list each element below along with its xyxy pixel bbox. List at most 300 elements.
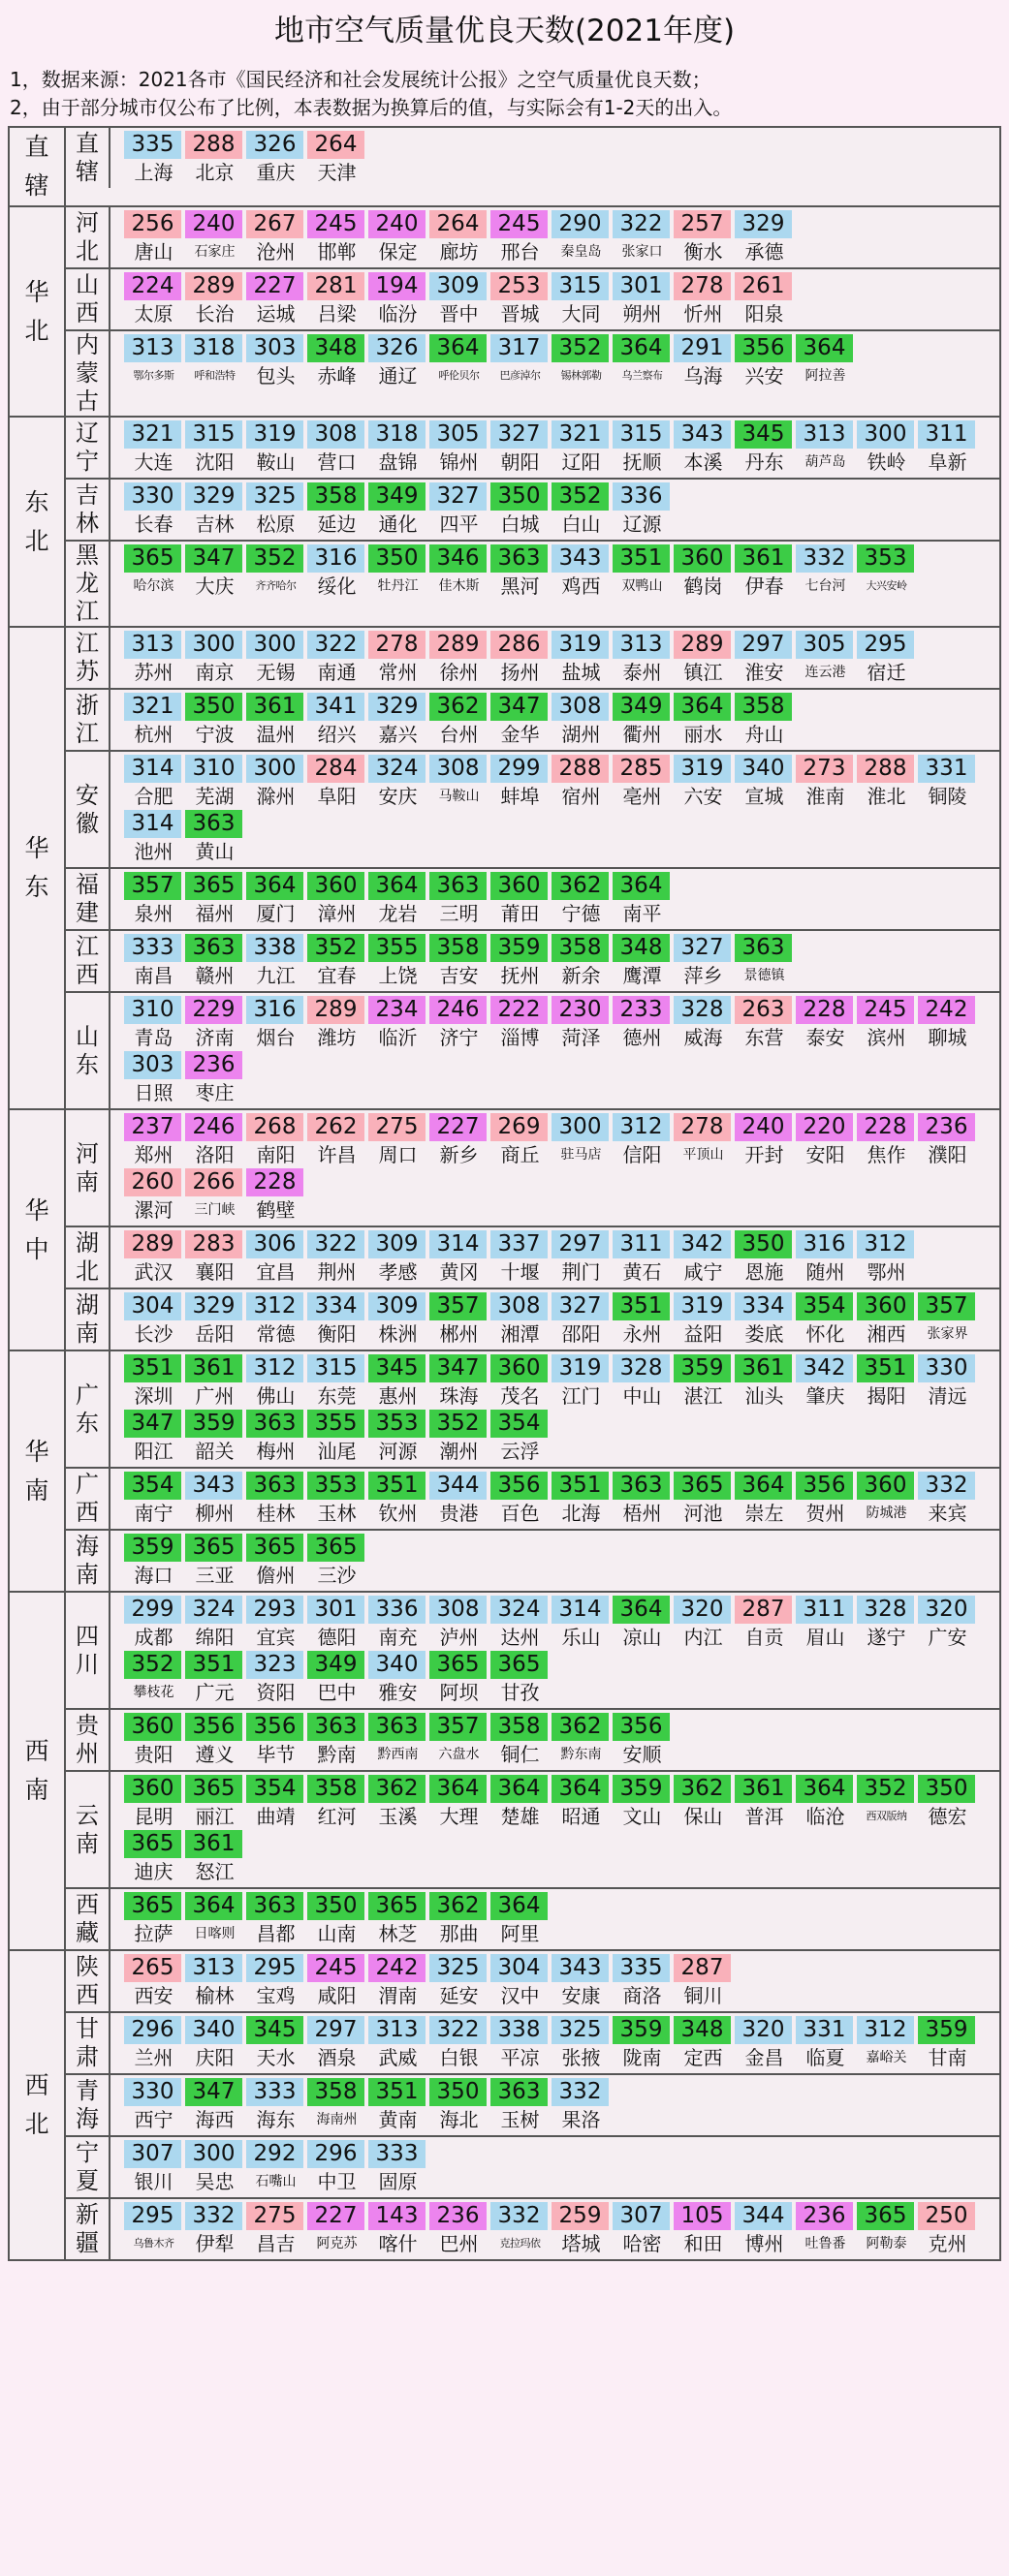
city-value: 352	[429, 1410, 487, 1438]
city-value: 350	[735, 1230, 792, 1258]
city-value: 352	[246, 544, 303, 573]
city-value: 365	[857, 2202, 914, 2230]
city-name: 黑河	[500, 574, 540, 598]
city-value: 363	[246, 1472, 303, 1500]
city-cell	[429, 1410, 489, 1465]
city-value: 364	[796, 1775, 853, 1803]
city-cell	[185, 420, 244, 476]
city-value: 314	[552, 1596, 609, 1624]
city-value: 350	[429, 2078, 487, 2106]
city-name: 榆林	[195, 1984, 235, 2007]
city-value: 237	[124, 1113, 181, 1141]
city-value: 358	[735, 693, 792, 721]
city-value: 220	[796, 1113, 853, 1141]
city-name: 贺州	[805, 1502, 845, 1525]
city-name: 朝阳	[500, 450, 540, 474]
city-value: 303	[246, 334, 303, 362]
province-row	[66, 478, 999, 540]
city-value: 359	[490, 934, 548, 962]
city-value: 319	[674, 755, 731, 783]
city-name: 南通	[317, 661, 357, 684]
city-name: 广安	[928, 1626, 967, 1649]
city-value: 358	[490, 1713, 548, 1741]
city-value: 358	[307, 482, 364, 511]
city-name: 锡林郭勒	[560, 369, 602, 382]
city-value: 306	[246, 1230, 303, 1258]
city-value: 324	[368, 755, 426, 783]
city-value: 351	[613, 544, 670, 573]
city-cell	[857, 1292, 916, 1348]
city-cell	[185, 482, 244, 538]
city-cell	[368, 755, 427, 810]
city-name: 宜春	[317, 964, 357, 987]
city-name: 鹤岗	[683, 574, 723, 598]
city-name: 汕头	[744, 1384, 784, 1408]
city-cell	[674, 544, 733, 600]
city-value: 353	[368, 1410, 426, 1438]
city-value: 295	[857, 631, 914, 659]
city-name: 深圳	[134, 1384, 173, 1408]
city-cell	[735, 934, 794, 989]
city-name: 南昌	[134, 964, 173, 987]
city-cell	[124, 1775, 183, 1830]
city-name: 渭南	[378, 1984, 418, 2007]
city-cell	[368, 482, 427, 538]
city-value: 313	[124, 631, 181, 659]
city-cell	[613, 1596, 672, 1651]
city-cell	[124, 631, 183, 686]
city-value: 305	[796, 631, 853, 659]
province-name: 河 北	[66, 207, 110, 267]
city-name: 内江	[683, 1626, 723, 1649]
city-value: 337	[490, 1230, 548, 1258]
city-value: 284	[307, 755, 364, 783]
city-cell	[429, 2202, 489, 2257]
city-value: 362	[429, 1892, 487, 1920]
city-name: 河池	[683, 1502, 723, 1525]
city-name: 晋中	[439, 302, 479, 326]
city-value: 250	[918, 2202, 975, 2230]
city-value: 289	[307, 996, 364, 1024]
city-cell	[185, 2078, 244, 2133]
city-name: 牡丹江	[377, 578, 419, 594]
city-value: 331	[918, 755, 975, 783]
city-value: 352	[552, 334, 609, 362]
city-value: 363	[307, 1713, 364, 1741]
city-cell	[613, 1713, 672, 1768]
city-value: 318	[368, 420, 426, 449]
city-cell	[490, 334, 550, 389]
city-name: 西双版纳	[866, 1810, 907, 1822]
province-row	[66, 1887, 999, 1949]
city-cell	[613, 1292, 672, 1348]
region-name: 华 南	[10, 1351, 66, 1591]
city-cell	[429, 934, 489, 989]
city-cell	[613, 272, 672, 327]
city-name: 大同	[561, 302, 601, 326]
city-value: 295	[124, 2202, 181, 2230]
city-name: 固原	[378, 2170, 418, 2193]
city-name: 长治	[195, 302, 235, 326]
city-name: 衢州	[622, 723, 662, 746]
city-value: 310	[124, 996, 181, 1024]
city-value: 362	[552, 1713, 609, 1741]
city-cell	[674, 693, 733, 748]
city-value: 288	[857, 755, 914, 783]
city-name: 文山	[622, 1805, 662, 1828]
city-cell	[857, 755, 916, 810]
city-name: 阿勒泰	[866, 2236, 907, 2251]
city-value: 328	[613, 1354, 670, 1382]
city-cell	[429, 544, 489, 600]
city-cell	[429, 631, 489, 686]
city-cell	[735, 2202, 794, 2257]
city-name: 秦皇岛	[560, 244, 602, 260]
note-line: 2，由于部分城市仅公布了比例，本表数据为换算后的值，与实际会有1-2天的出入。	[10, 96, 733, 119]
city-value: 240	[368, 210, 426, 238]
city-value: 309	[368, 1230, 426, 1258]
province-name: 湖 北	[66, 1227, 110, 1288]
city-cell	[124, 131, 183, 186]
city-value: 227	[429, 1113, 487, 1141]
city-cell	[552, 1354, 611, 1410]
city-cell	[124, 810, 183, 865]
city-name: 兴安	[744, 364, 784, 388]
city-cell	[490, 1230, 550, 1286]
city-name: 泰州	[622, 661, 662, 684]
city-name: 曲靖	[256, 1805, 296, 1828]
city-list	[110, 931, 999, 991]
city-value: 364	[613, 334, 670, 362]
city-name: 佳木斯	[438, 578, 480, 594]
city-cell	[490, 544, 550, 600]
city-name: 玉树	[500, 2108, 540, 2131]
city-name: 自贡	[744, 1626, 784, 1649]
city-value: 236	[796, 2202, 853, 2230]
city-value: 311	[796, 1596, 853, 1624]
city-cell	[796, 1230, 855, 1286]
city-value: 308	[490, 1292, 548, 1320]
city-cell	[429, 1596, 489, 1651]
province-name: 广 西	[66, 1469, 110, 1529]
city-cell	[674, 755, 733, 810]
city-cell	[368, 934, 427, 989]
city-value: 352	[124, 1651, 181, 1679]
city-name: 南平	[622, 902, 662, 925]
city-name: 楚雄	[500, 1805, 540, 1828]
city-value: 364	[185, 1892, 242, 1920]
city-name: 汉中	[500, 1984, 540, 2007]
city-value: 300	[246, 755, 303, 783]
city-name: 吕梁	[317, 302, 357, 326]
city-cell	[185, 810, 244, 865]
city-name: 枣庄	[195, 1081, 235, 1104]
city-value: 321	[124, 420, 181, 449]
city-cell	[124, 693, 183, 748]
city-value: 313	[124, 334, 181, 362]
city-cell	[368, 1230, 427, 1286]
city-cell	[368, 2016, 427, 2071]
city-name: 太原	[134, 302, 173, 326]
city-cell	[613, 755, 672, 810]
city-name: 昌都	[256, 1922, 296, 1945]
city-cell	[368, 1775, 427, 1830]
city-name: 扬州	[500, 661, 540, 684]
city-cell	[490, 1892, 550, 1947]
city-name: 盘锦	[378, 450, 418, 474]
city-name: 乌鲁木齐	[133, 2237, 174, 2250]
city-name: 金昌	[744, 2046, 784, 2069]
city-cell	[185, 1472, 244, 1527]
city-value: 318	[185, 334, 242, 362]
city-name: 定西	[683, 2046, 723, 2069]
city-name: 萍乡	[683, 964, 723, 987]
city-name: 来宾	[928, 1502, 967, 1525]
province-name: 辽 宁	[66, 418, 110, 478]
city-name: 商洛	[622, 1984, 662, 2007]
city-value: 263	[735, 996, 792, 1024]
city-cell	[185, 693, 244, 748]
city-value: 363	[368, 1713, 426, 1741]
city-list	[110, 2199, 999, 2259]
province-name: 吉 林	[66, 480, 110, 540]
city-value: 349	[307, 1651, 364, 1679]
city-cell	[368, 1113, 427, 1168]
city-cell	[918, 1354, 977, 1410]
city-cell	[674, 934, 733, 989]
city-name: 铜仁	[500, 1743, 540, 1766]
city-cell	[674, 334, 733, 389]
city-name: 镇江	[683, 661, 723, 684]
city-value: 308	[552, 693, 609, 721]
city-name: 周口	[378, 1143, 418, 1166]
city-cell	[857, 420, 916, 476]
city-cell	[613, 631, 672, 686]
city-value: 236	[185, 1051, 242, 1079]
city-name: 防城港	[866, 1505, 907, 1521]
city-value: 332	[796, 544, 853, 573]
city-cell	[674, 1113, 733, 1168]
city-value: 299	[124, 1596, 181, 1624]
city-value: 351	[368, 1472, 426, 1500]
city-cell	[857, 996, 916, 1051]
city-name: 克拉玛依	[499, 2237, 541, 2250]
city-value: 319	[552, 631, 609, 659]
city-cell	[490, 631, 550, 686]
city-name: 孝感	[378, 1260, 418, 1284]
city-cell	[735, 1230, 794, 1286]
city-cell	[857, 2202, 916, 2257]
province-name: 青 海	[66, 2075, 110, 2135]
city-name: 临沂	[378, 1026, 418, 1049]
city-name: 伊犁	[195, 2232, 235, 2255]
city-name: 银川	[134, 2170, 173, 2193]
city-value: 350	[918, 1775, 975, 1803]
city-cell	[857, 1472, 916, 1527]
city-value: 363	[490, 544, 548, 573]
city-name: 日照	[134, 1081, 173, 1104]
city-value: 319	[246, 420, 303, 449]
city-value: 240	[735, 1113, 792, 1141]
city-name: 常州	[378, 661, 418, 684]
city-name: 伊春	[744, 574, 784, 598]
city-cell	[124, 1651, 183, 1706]
city-name: 怀化	[805, 1322, 845, 1346]
city-name: 安康	[561, 1984, 601, 2007]
city-name: 石嘴山	[255, 2174, 297, 2189]
city-cell	[796, 2202, 855, 2257]
city-cell	[246, 1954, 305, 2009]
city-cell	[368, 631, 427, 686]
city-list	[110, 542, 999, 626]
city-name: 嘉兴	[378, 723, 418, 746]
city-value: 313	[185, 1954, 242, 1982]
city-name: 抚顺	[622, 450, 662, 474]
city-value: 325	[552, 2016, 609, 2044]
city-name: 武威	[378, 2046, 418, 2069]
city-value: 334	[307, 1292, 364, 1320]
city-value: 365	[124, 544, 181, 573]
city-value: 326	[368, 334, 426, 362]
city-value: 268	[246, 1113, 303, 1141]
city-value: 341	[307, 693, 364, 721]
city-cell	[307, 2202, 366, 2257]
city-value: 321	[552, 420, 609, 449]
city-name: 临夏	[805, 2046, 845, 2069]
city-cell	[613, 1230, 672, 1286]
city-name: 克州	[928, 2232, 967, 2255]
city-value: 291	[674, 334, 731, 362]
city-cell	[246, 1713, 305, 1768]
city-cell	[918, 1596, 977, 1651]
city-value: 350	[307, 1892, 364, 1920]
city-cell	[124, 1354, 183, 1410]
city-value: 305	[429, 420, 487, 449]
city-value: 289	[429, 631, 487, 659]
city-list	[110, 480, 999, 540]
city-cell	[246, 1410, 305, 1465]
city-cell	[429, 1354, 489, 1410]
city-value: 295	[246, 1954, 303, 1982]
city-name: 焦作	[867, 1143, 906, 1166]
city-name: 佛山	[256, 1384, 296, 1408]
city-value: 322	[307, 631, 364, 659]
city-name: 盐城	[561, 661, 601, 684]
city-value: 299	[490, 755, 548, 783]
city-cell	[429, 272, 489, 327]
city-value: 313	[368, 2016, 426, 2044]
city-cell	[857, 1596, 916, 1651]
city-cell	[552, 2078, 611, 2133]
city-value: 363	[490, 2078, 548, 2106]
city-cell	[246, 2140, 305, 2195]
city-value: 345	[735, 420, 792, 449]
city-name: 十堰	[500, 1260, 540, 1284]
city-value: 356	[490, 1472, 548, 1500]
city-value: 361	[185, 1354, 242, 1382]
city-cell	[307, 1113, 366, 1168]
city-name: 衡水	[683, 240, 723, 264]
city-cell	[490, 2078, 550, 2133]
city-cell	[552, 2202, 611, 2257]
city-cell	[124, 2202, 183, 2257]
city-name: 巴彦淖尔	[499, 369, 541, 382]
city-cell	[185, 2202, 244, 2257]
city-name: 苏州	[134, 661, 173, 684]
city-cell	[613, 420, 672, 476]
city-value: 312	[857, 1230, 914, 1258]
city-value: 320	[918, 1596, 975, 1624]
province-row	[66, 1351, 999, 1467]
city-value: 301	[307, 1596, 364, 1624]
city-value: 351	[552, 1472, 609, 1500]
city-name: 通化	[378, 512, 418, 536]
city-cell	[796, 2016, 855, 2071]
city-cell	[490, 1651, 550, 1706]
city-cell	[918, 420, 977, 476]
city-name: 株洲	[378, 1322, 418, 1346]
city-name: 丹东	[744, 450, 784, 474]
region-block	[8, 1110, 1001, 1351]
city-cell	[185, 1775, 244, 1830]
city-value: 358	[307, 2078, 364, 2106]
city-value: 327	[674, 934, 731, 962]
city-value: 357	[429, 1292, 487, 1320]
province-name: 直 辖	[66, 128, 110, 188]
city-cell	[124, 1410, 183, 1465]
city-value: 336	[613, 482, 670, 511]
city-cell	[613, 934, 672, 989]
city-value: 365	[185, 1534, 242, 1562]
province-row	[66, 207, 999, 267]
city-cell	[796, 755, 855, 810]
province-name: 湖 南	[66, 1289, 110, 1350]
province-list	[66, 1593, 999, 1949]
city-name: 肇庆	[805, 1384, 845, 1408]
city-cell	[185, 1954, 244, 2009]
province-row	[66, 2197, 999, 2259]
city-name: 随州	[805, 1260, 845, 1284]
city-name: 德阳	[317, 1626, 357, 1649]
city-name: 德宏	[928, 1805, 967, 1828]
city-name: 湛江	[683, 1384, 723, 1408]
city-cell	[368, 872, 427, 927]
city-value: 360	[490, 1354, 548, 1382]
city-cell	[613, 1775, 672, 1830]
city-value: 246	[185, 1113, 242, 1141]
city-cell	[246, 420, 305, 476]
city-value: 289	[185, 272, 242, 300]
city-name: 鸡西	[561, 574, 601, 598]
city-name: 东莞	[317, 1384, 357, 1408]
city-value: 349	[368, 482, 426, 511]
city-name: 许昌	[317, 1143, 357, 1166]
city-name: 宁德	[561, 902, 601, 925]
city-name: 天津	[317, 161, 357, 184]
city-name: 长沙	[134, 1322, 173, 1346]
city-name: 廊坊	[439, 240, 479, 264]
city-value: 352	[307, 934, 364, 962]
city-value: 275	[246, 2202, 303, 2230]
city-value: 234	[368, 996, 426, 1024]
city-cell	[674, 631, 733, 686]
city-value: 357	[124, 872, 181, 900]
city-cell	[552, 334, 611, 389]
city-cell	[918, 1113, 977, 1168]
city-value: 340	[368, 1651, 426, 1679]
city-name: 临汾	[378, 302, 418, 326]
city-value: 360	[490, 872, 548, 900]
